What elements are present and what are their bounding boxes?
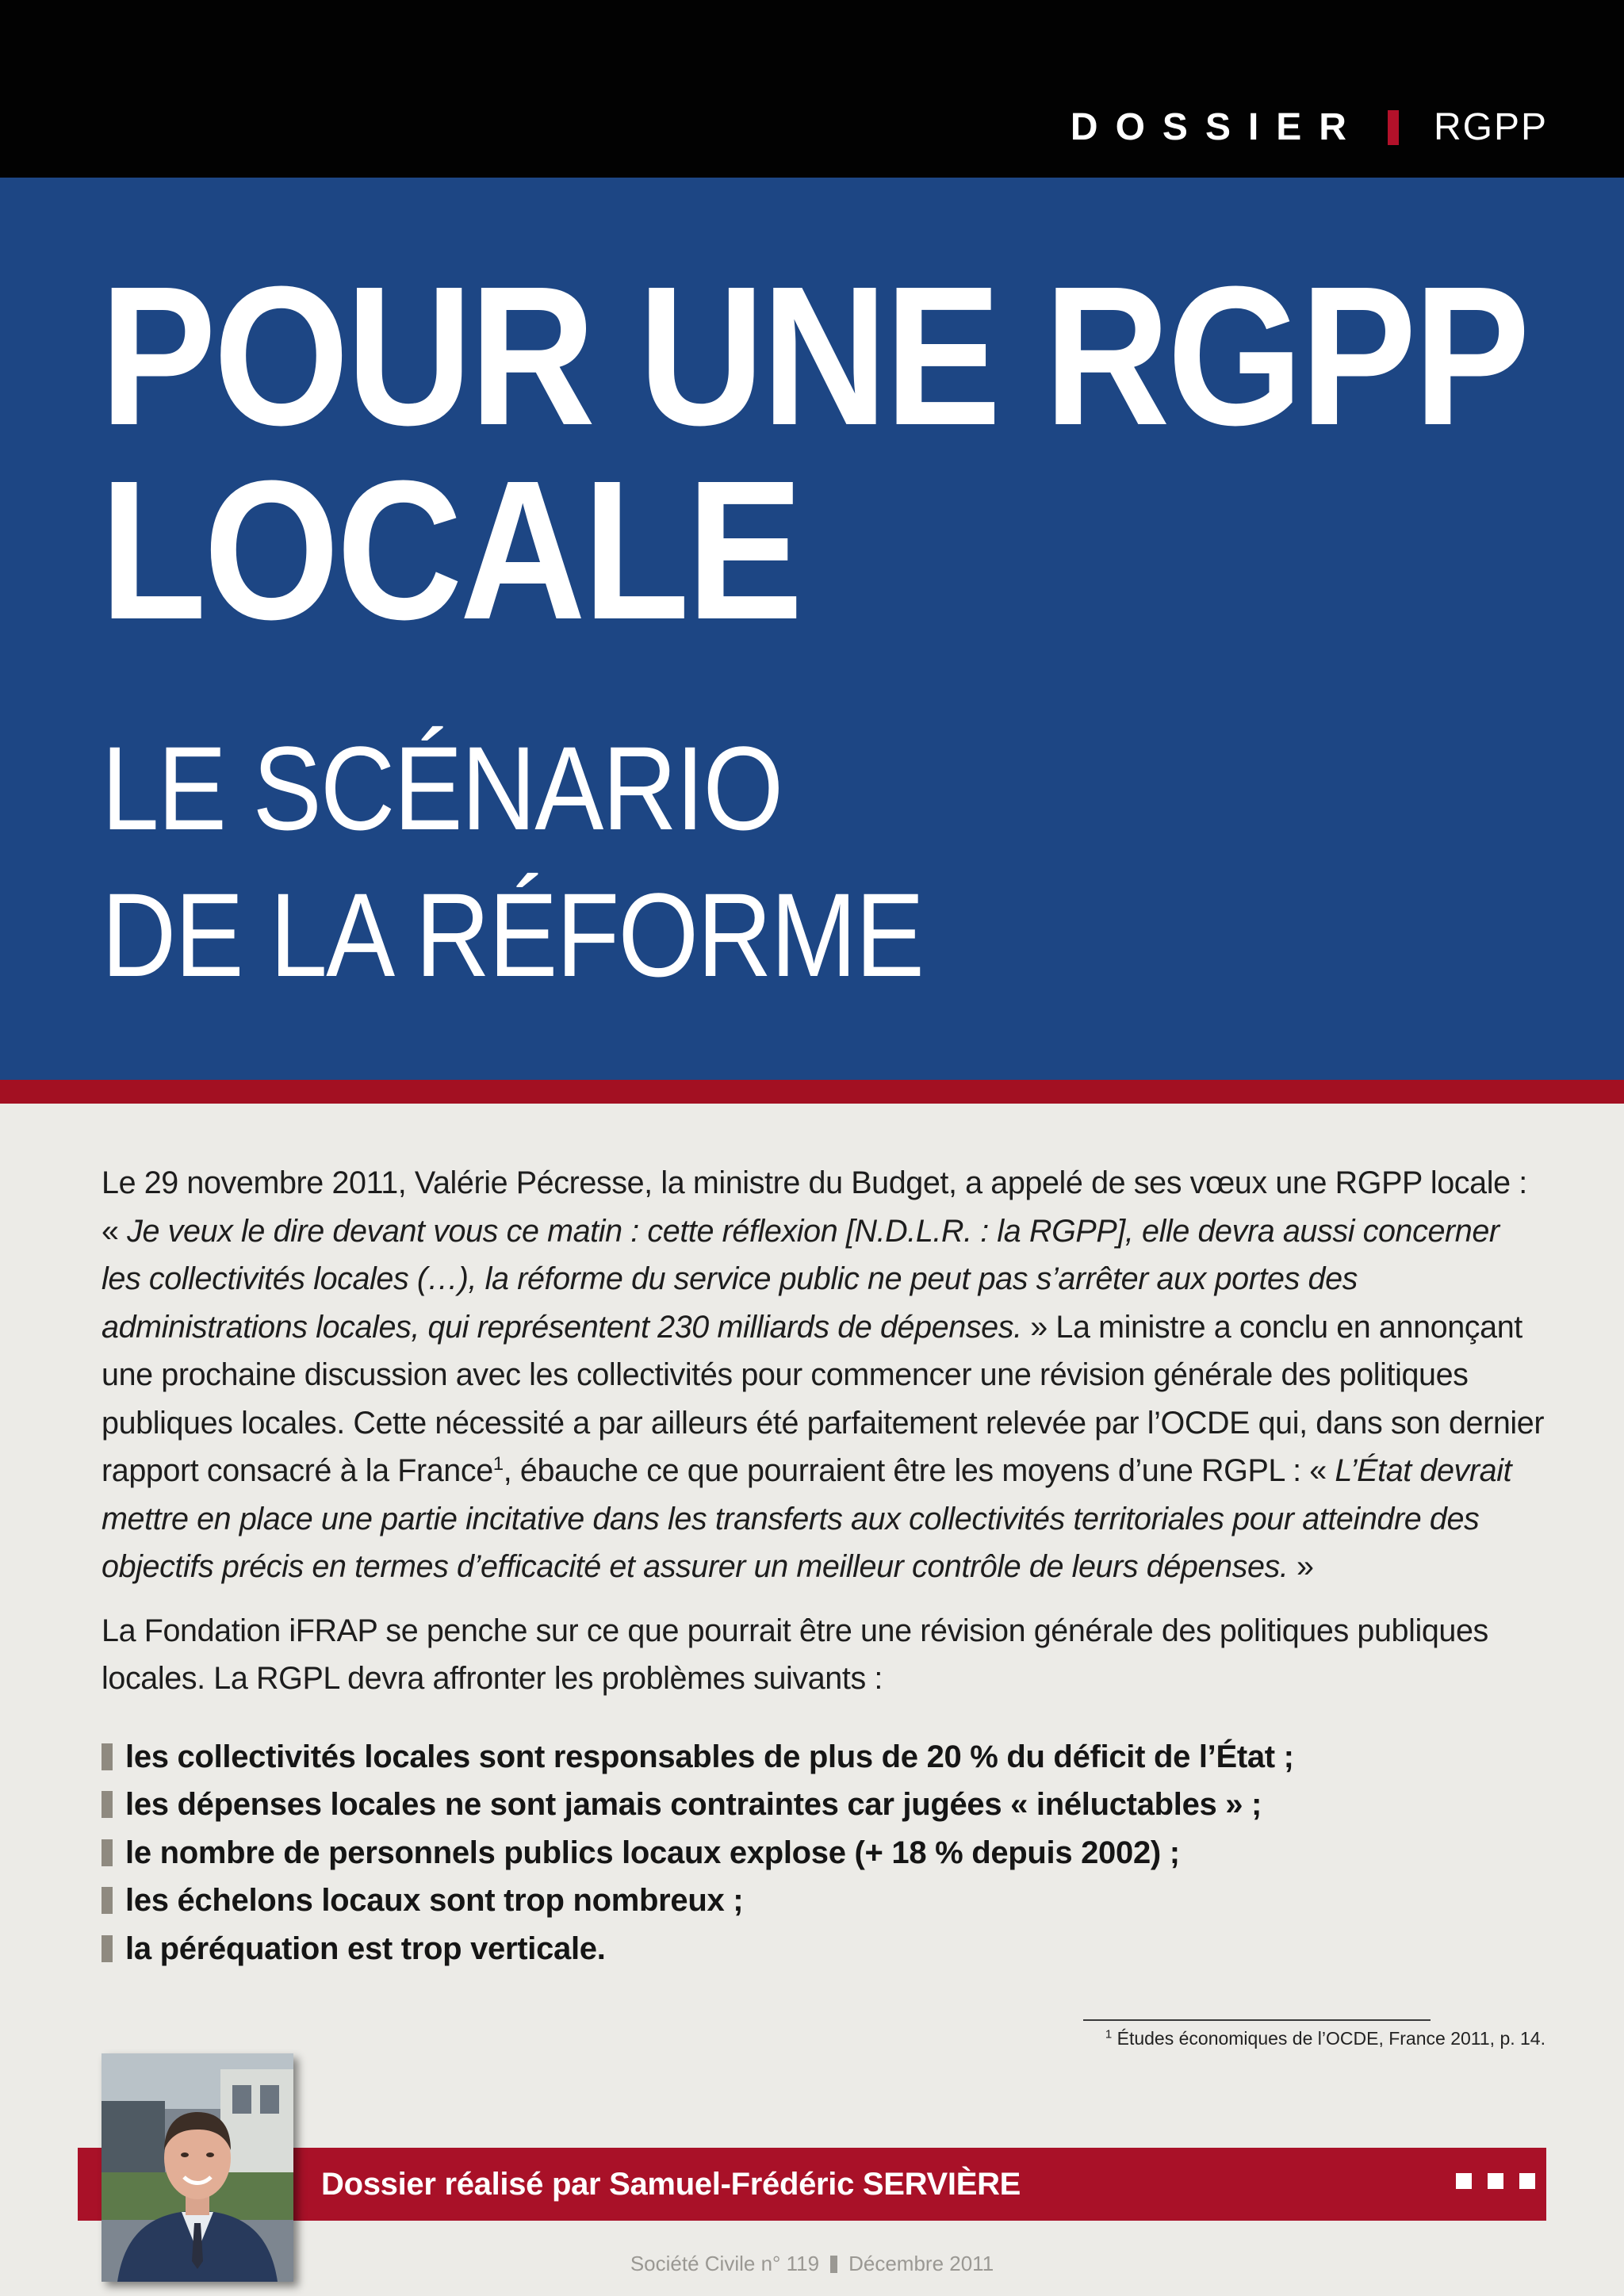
publication-date: Décembre 2011 <box>848 2252 994 2275</box>
list-item <box>102 1877 1545 1925</box>
accent-divider <box>0 1080 1624 1104</box>
quote-ocde: L’État devrait mettre en place une partie incitative dans les transferts aux collectivités territoriales pour atteindre des objectifs précis en termes d’efficacité et assurer un meilleur contrôle de leurs dépenses. <box>102 1453 1512 1584</box>
list-item <box>102 1925 1545 1973</box>
intro-text-3: , ébauche ce que pourraient être les moyens d’une RGPL : « <box>503 1453 1335 1488</box>
footnote <box>1105 2028 1545 2049</box>
article-body <box>102 1159 1545 1973</box>
intro-paragraph <box>102 1159 1545 1591</box>
bullet-square-icon <box>102 1935 113 1962</box>
footnote-reference[interactable]: 1 <box>492 1452 504 1475</box>
second-paragraph: La Fondation iFRAP se penche sur ce que pourrait être une révision générale des politiques publiques locales. La RGPL devra affronter les problèmes suivants : <box>102 1613 1488 1696</box>
top-header-bar <box>0 0 1624 178</box>
intro-text-4: » <box>1288 1549 1314 1584</box>
publication-name: Société Civile n° 119 <box>630 2252 820 2275</box>
author-banner <box>78 2148 1546 2221</box>
main-title-line-2: LOCALE <box>100 439 801 660</box>
author-credit: Dossier réalisé par Samuel-Frédéric SERVIÈRE <box>321 2167 1021 2202</box>
list-item-text: la péréquation est trop verticale. <box>125 1931 606 1966</box>
list-item-text: le nombre de personnels publics locaux explose (+ 18 % depuis 2002) ; <box>125 1835 1180 1870</box>
list-item-text: les collectivités locales sont responsables de plus de 20 % du déficit de l’État ; <box>125 1739 1294 1774</box>
list-item <box>102 1781 1545 1829</box>
section-topic: RGPP <box>1433 106 1548 148</box>
list-item-text: les échelons locaux sont trop nombreux ; <box>125 1883 744 1918</box>
footnote-text: Études économiques de l’OCDE, France 2011, p. 14. <box>1112 2028 1545 2049</box>
problem-list <box>102 1733 1545 1973</box>
bullet-square-icon <box>102 1791 113 1818</box>
subtitle-line-2: DE LA RÉFORME <box>102 868 924 1001</box>
hero-banner <box>0 178 1624 1080</box>
continue-squares-icon <box>1440 2173 1535 2189</box>
footnote-number: 1 <box>1105 2027 1113 2042</box>
list-item-text: les dépenses locales ne sont jamais contraintes car jugées « inéluctables » ; <box>125 1787 1262 1822</box>
subtitle-line-1: LE SCÉNARIO <box>102 721 783 855</box>
footer-separator <box>830 2256 837 2273</box>
main-title-line-1: POUR UNE RGPP <box>100 245 1528 466</box>
list-item <box>102 1829 1545 1877</box>
publication-footer <box>0 2252 1624 2276</box>
bullet-square-icon <box>102 1839 113 1866</box>
quote-pecresse: Je veux le dire devant vous ce matin : cette réflexion [N.D.L.R. : la RGPP], elle devra aussi concerner les collectivités locales (…), la réforme du service public ne peut pas s’arrêter aux portes des administrations locales, qui représentent 230 milliards de dépenses. <box>102 1213 1500 1345</box>
footnote-divider <box>1083 2019 1431 2021</box>
list-item <box>102 1733 1545 1781</box>
intro-text-2: » La ministre a conclu en annonçant une prochaine discussion avec les collectivités pour commencer une révision générale des politiques publiques locales. Cette nécessité a par ailleurs été parfaitement relevée par l’OCDE qui, dans son dernier rapport consacré à la France <box>102 1309 1545 1488</box>
section-header <box>1071 105 1548 149</box>
section-separator <box>1388 110 1399 145</box>
section-label: DOSSIER <box>1070 106 1364 148</box>
bullet-square-icon <box>102 1887 113 1914</box>
bullet-square-icon <box>102 1743 113 1770</box>
author-photo <box>102 2053 293 2282</box>
intro-text-1: Le 29 novembre 2011, Valérie Pécresse, la ministre du Budget, a appelé de ses vœux une RGPP locale : « <box>102 1165 1527 1249</box>
